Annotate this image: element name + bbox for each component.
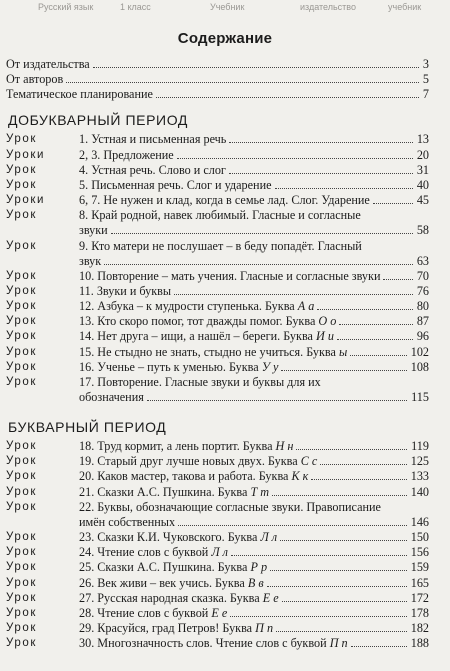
leader-dots [337, 339, 413, 340]
toc-entry-continuation [79, 254, 429, 269]
entry-text: 29. Красуйся, град Петров! Буква П п [79, 620, 274, 635]
entry-text: обозначения [79, 390, 144, 404]
toc-entry [6, 485, 429, 500]
page-number: 108 [410, 359, 429, 374]
toc-entry [6, 178, 429, 193]
toc-entry [6, 193, 429, 208]
entry-text: 10. Повторение – мать учения. Гласные и согласные звуки [79, 268, 381, 283]
lesson-label: Урок [6, 546, 38, 559]
leader-dots [93, 67, 419, 68]
page-number: 7 [422, 87, 429, 102]
letter-label: П п [329, 636, 348, 651]
entry-text: 16. Ученье – путь к уменью. Буква У у [79, 359, 279, 374]
page-number: 102 [410, 344, 429, 359]
entry-text: 22. Буквы, обозначающие согласные звуки. Правописание [79, 499, 381, 514]
letter-label: Т т [250, 484, 270, 499]
page-number: 156 [410, 545, 429, 560]
letter-label: И и [316, 329, 334, 344]
lesson-label: Урок [6, 375, 38, 388]
toc-entry [6, 329, 429, 344]
leader-dots [231, 555, 407, 556]
leader-dots [373, 203, 413, 204]
toc-entry [6, 621, 429, 636]
page-number: 31 [416, 162, 429, 177]
page-number: 96 [416, 329, 429, 344]
leader-dots [351, 646, 407, 647]
entry-text: 15. Не стыдно не знать, стыдно не учиться. Буква ы [79, 344, 348, 359]
section-heading: ДОБУКВАРНЫЙ ПЕРИОД [8, 112, 188, 129]
lesson-label: Урок [6, 315, 38, 328]
entry-text: 9. Кто матери не послушает – в беду попадёт. Гласный [79, 238, 362, 253]
entry-text: 18. Труд кормит, а лень портит. Буква Н н [79, 439, 294, 454]
letter-label: В в [247, 575, 264, 590]
toc-entry [6, 545, 429, 560]
toc-entry-continuation [79, 390, 429, 405]
lesson-label: Урок [6, 163, 38, 176]
lesson-label: Урок [6, 360, 38, 373]
lesson-label: Урок [6, 455, 38, 468]
lesson-label: Урок [6, 531, 38, 544]
entry-text: 13. Кто скоро помог, тот дважды помог. Буква О о [79, 314, 337, 329]
leader-dots [275, 188, 413, 189]
leader-dots [147, 400, 407, 401]
lesson-label: Урок [6, 606, 38, 619]
toc-entry [6, 148, 429, 163]
toc-entry [6, 87, 429, 102]
leader-dots [272, 495, 407, 496]
toc-entry [6, 239, 429, 254]
letter-label: У у [261, 359, 279, 374]
lesson-label: Урок [6, 133, 38, 146]
entry-text: 21. Сказки А.С. Пушкина. Буква Т т [79, 484, 270, 499]
page-number: 159 [410, 560, 429, 575]
entry-text: 30. Многозначность слов. Чтение слов с буквой П п [79, 636, 348, 651]
page-number: 80 [416, 299, 429, 314]
toc-entry [6, 163, 429, 178]
toc-entry [6, 72, 429, 87]
toc-entry [6, 636, 429, 651]
letter-label: П п [255, 620, 274, 635]
page-number: 87 [416, 314, 429, 329]
toc-entry [6, 576, 429, 591]
page-number: 146 [410, 514, 429, 529]
toc-entry [6, 269, 429, 284]
page-number: 119 [411, 439, 429, 454]
page-number: 40 [416, 177, 429, 192]
cutoff-text: издательство [300, 2, 356, 12]
toc-entry-continuation [79, 223, 429, 238]
lesson-label: Урок [6, 345, 38, 358]
page-number: 63 [416, 253, 429, 268]
cutoff-text: Учебник [210, 2, 245, 12]
lesson-label: Урок [6, 440, 38, 453]
lesson-label: Уроки [6, 148, 46, 161]
entry-text: имён собственных [79, 514, 176, 529]
entry-text: 6, 7. Не нужен и клад, когда в семье лад. Слог. Ударение [79, 193, 370, 208]
entry-text: 20. Каков мастер, такова и работа. Буква К к [79, 469, 309, 484]
leader-dots [282, 601, 407, 602]
entry-text: 25. Сказки А.С. Пушкина. Буква Р р [79, 560, 268, 575]
entry-text: Тематическое планирование [6, 87, 153, 102]
leader-dots [174, 294, 413, 295]
entry-text: От издательства [6, 57, 90, 71]
lesson-label: Урок [6, 576, 38, 589]
page-number: 5 [422, 72, 429, 87]
lesson-label: Урок [6, 239, 38, 252]
leader-dots [178, 525, 407, 526]
entry-text: звук [79, 253, 102, 268]
entry-text: 17. Повторение. Гласные звуки и буквы для их [79, 374, 321, 389]
lesson-label: Урок [6, 485, 38, 498]
lesson-label: Урок [6, 637, 38, 650]
toc-entry [6, 439, 429, 454]
leader-dots [311, 479, 406, 480]
entry-text: От авторов [6, 72, 64, 87]
entry-text: 8. Край родной, навек любимый. Гласные и согласные [79, 208, 361, 223]
toc-entry [6, 606, 429, 621]
lesson-label: Урок [6, 178, 38, 191]
entry-text: 28. Чтение слов с буквой Е е [79, 605, 228, 620]
page-number: 172 [410, 590, 429, 605]
lesson-label: Урок [6, 284, 38, 297]
toc-entry [6, 375, 429, 390]
toc-entry [6, 284, 429, 299]
entry-text: 12. Азбука – к мудрости ступенька. Буква А а [79, 299, 315, 314]
toc-entry [6, 500, 429, 515]
leader-dots [177, 158, 413, 159]
page-number: 182 [410, 620, 429, 635]
entry-text: 27. Русская народная сказка. Буква Е е [79, 590, 279, 605]
leader-dots [320, 464, 406, 465]
lesson-label: Урок [6, 500, 38, 513]
leader-dots [66, 82, 419, 83]
leader-dots [229, 142, 412, 143]
page-number: 45 [416, 193, 429, 208]
lesson-label: Урок [6, 561, 38, 574]
letter-label: С с [300, 454, 318, 469]
page-number: 140 [410, 484, 429, 499]
letter-label: А а [297, 299, 315, 314]
lesson-label: Урок [6, 269, 38, 282]
lesson-label: Урок [6, 470, 38, 483]
toc-entry [6, 530, 429, 545]
entry-text: звуки [79, 223, 108, 238]
page-number: 58 [416, 223, 429, 238]
leader-dots [111, 233, 413, 234]
toc-entry-continuation [79, 515, 429, 530]
leader-dots [383, 279, 412, 280]
toc-entry [6, 469, 429, 484]
top-cutoff-strip [0, 0, 450, 14]
leader-dots [317, 309, 412, 310]
page-title: Содержание [177, 30, 273, 47]
letter-label: К к [291, 469, 309, 484]
entry-text: 14. Нет друга – ищи, а нашёл – береги. Буква И и [79, 329, 334, 344]
page-number: 188 [410, 636, 429, 651]
toc-entry [6, 57, 429, 72]
page-number: 150 [410, 530, 429, 545]
entry-text: 5. Письменная речь. Слог и ударение [79, 177, 272, 192]
page-number: 133 [410, 469, 429, 484]
letter-label: ы [338, 344, 348, 359]
toc-entry [6, 345, 429, 360]
leader-dots [270, 570, 407, 571]
leader-dots [281, 370, 406, 371]
lesson-label: Уроки [6, 194, 46, 207]
entry-text: 19. Старый друг лучше новых двух. Буква С с [79, 454, 318, 469]
leader-dots [350, 355, 406, 356]
page-number: 115 [411, 390, 429, 404]
letter-label: Н н [275, 439, 294, 454]
toc-entry [6, 208, 429, 223]
lesson-label: Урок [6, 621, 38, 634]
entry-text: 11. Звуки и буквы [79, 283, 172, 298]
lesson-label: Урок [6, 591, 38, 604]
letter-label: О о [318, 314, 337, 329]
page-number: 70 [416, 268, 429, 283]
page-number: 165 [410, 575, 429, 590]
leader-dots [229, 173, 413, 174]
cutoff-text: 1 класс [120, 2, 151, 12]
cutoff-text: учебник [388, 2, 422, 12]
lesson-label: Урок [6, 209, 38, 222]
toc-entry [6, 299, 429, 314]
letter-label: Р р [250, 560, 268, 575]
leader-dots [296, 449, 407, 450]
leader-dots [230, 616, 406, 617]
leader-dots [339, 324, 412, 325]
toc-entry [6, 132, 429, 147]
entry-text: 1. Устная и письменная речь [79, 132, 227, 147]
lesson-label: Урок [6, 330, 38, 343]
entry-text: 23. Сказки К.И. Чуковского. Буква Л л [79, 530, 278, 545]
toc-entry [6, 591, 429, 606]
page-number: 125 [410, 454, 429, 469]
leader-dots [156, 97, 419, 98]
leader-dots [280, 540, 407, 541]
entry-text: 24. Чтение слов с буквой Л л [79, 545, 228, 560]
page-number: 76 [416, 283, 429, 298]
leader-dots [276, 631, 407, 632]
letter-label: Л л [211, 545, 228, 560]
toc-entry [6, 314, 429, 329]
leader-dots [104, 264, 413, 265]
toc-entry [6, 454, 429, 469]
cutoff-text: Русский язык [38, 2, 94, 12]
lesson-label: Урок [6, 300, 38, 313]
entry-text: 2, 3. Предложение [79, 147, 174, 162]
page-number: 13 [416, 132, 429, 147]
page-number: 3 [422, 57, 429, 71]
toc-entry [6, 360, 429, 375]
leader-dots [267, 586, 407, 587]
section-heading: БУКВАРНЫЙ ПЕРИОД [8, 419, 167, 436]
entry-text: 26. Век живи – век учись. Буква В в [79, 575, 264, 590]
entry-text: 4. Устная речь. Слово и слог [79, 162, 226, 177]
letter-label: Е е [211, 605, 228, 620]
page-number: 20 [416, 147, 429, 162]
letter-label: Е е [262, 590, 279, 605]
page-number: 178 [410, 605, 429, 620]
toc-entry [6, 560, 429, 575]
letter-label: Л л [260, 530, 278, 545]
